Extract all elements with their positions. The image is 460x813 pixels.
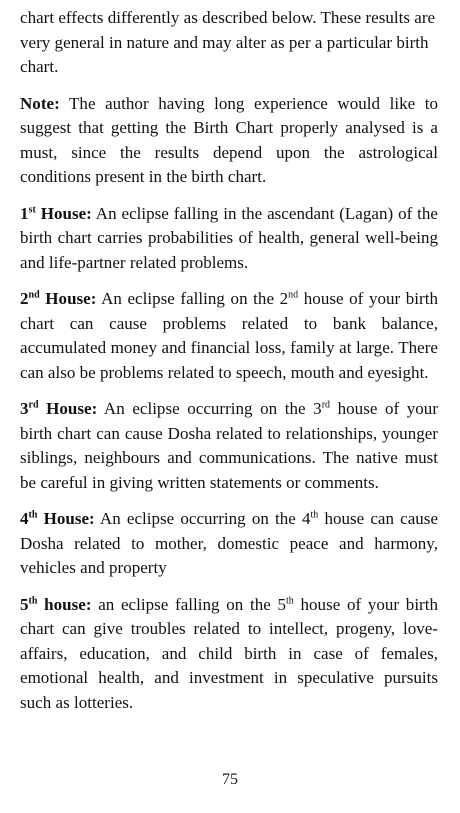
- house-1-ordinal: st: [28, 203, 36, 215]
- house-3-label: House:: [38, 399, 98, 418]
- house-4-label: House:: [37, 509, 95, 528]
- house-3-ordinal: rd: [28, 399, 39, 411]
- house-2-paragraph: [20, 287, 438, 385]
- house-2-ordinal: nd: [28, 289, 40, 301]
- house-4-text-b: house can cause Dosha related to mother, domestic peace and harmony, vehicles and property: [20, 509, 439, 577]
- house-2-label: House:: [39, 289, 97, 308]
- house-3-heading: [20, 399, 97, 418]
- house-2-heading: [20, 289, 96, 308]
- house-2-inline-ordinal: nd: [288, 289, 299, 301]
- house-5-number: 5: [20, 594, 29, 614]
- house-2-text-a: An eclipse falling on the 2: [96, 289, 289, 308]
- house-4-ordinal: th: [28, 509, 38, 521]
- house-1-heading: [20, 204, 92, 223]
- house-4-inline-ordinal: th: [310, 509, 319, 521]
- house-2-number: 2: [20, 289, 29, 308]
- house-5-label: house:: [37, 594, 92, 614]
- note-label: Note:: [20, 93, 60, 113]
- house-4-text-a: An eclipse occurring on the 4: [94, 509, 311, 528]
- house-3-inline-ordinal: rd: [321, 399, 331, 411]
- page-number: 75: [222, 771, 238, 788]
- intro-text: chart effects differently as described below. These results are very general in nature and may alter as per a particular birth chart.: [20, 8, 436, 76]
- note-paragraph: [20, 92, 438, 190]
- house-2-text-b: house of your birth chart can cause problems related to bank balance, accumulated money and financial loss, family at large. There can also be problems related to speech, mouth and eyesight.: [20, 289, 438, 382]
- house-5-heading: [20, 595, 92, 614]
- house-3-text-a: An eclipse occurring on the 3: [97, 399, 322, 418]
- note-text: The author having long experience would like to suggest that getting the Birth Chart properly analysed is a must, since the results depend upon the astrological conditions present in the birth chart.: [20, 93, 438, 186]
- house-4-paragraph: [20, 507, 438, 581]
- house-5-ordinal: th: [28, 594, 38, 606]
- house-5-inline-ordinal: th: [286, 594, 294, 606]
- house-4-number: 4: [20, 509, 29, 528]
- house-1-text: An eclipse falling in the ascendant (Lagan) of the birth chart carries probabilities of health, general well-being and life-partner related problems.: [20, 203, 439, 272]
- intro-paragraph: [20, 6, 438, 80]
- house-5-paragraph: [20, 593, 438, 716]
- house-1-number: 1: [20, 203, 29, 223]
- house-1-label: House:: [35, 203, 92, 223]
- house-5-text-a: an eclipse falling on the 5: [91, 594, 286, 614]
- house-3-text-b: house of your birth chart can cause Dosha related to relationships, younger siblings, neighbours and communications. The native must be careful in giving written statements or comments.: [20, 399, 439, 492]
- house-3-paragraph: [20, 397, 438, 495]
- house-1-paragraph: [20, 202, 438, 276]
- house-4-heading: [20, 509, 95, 528]
- house-3-number: 3: [20, 399, 29, 418]
- house-5-text-b: house of your birth chart can give troubles related to intellect, progeny, love-affairs, education, and child birth in case of females, emotional health, and investment in speculative pursuits such as lotteries.: [20, 594, 439, 712]
